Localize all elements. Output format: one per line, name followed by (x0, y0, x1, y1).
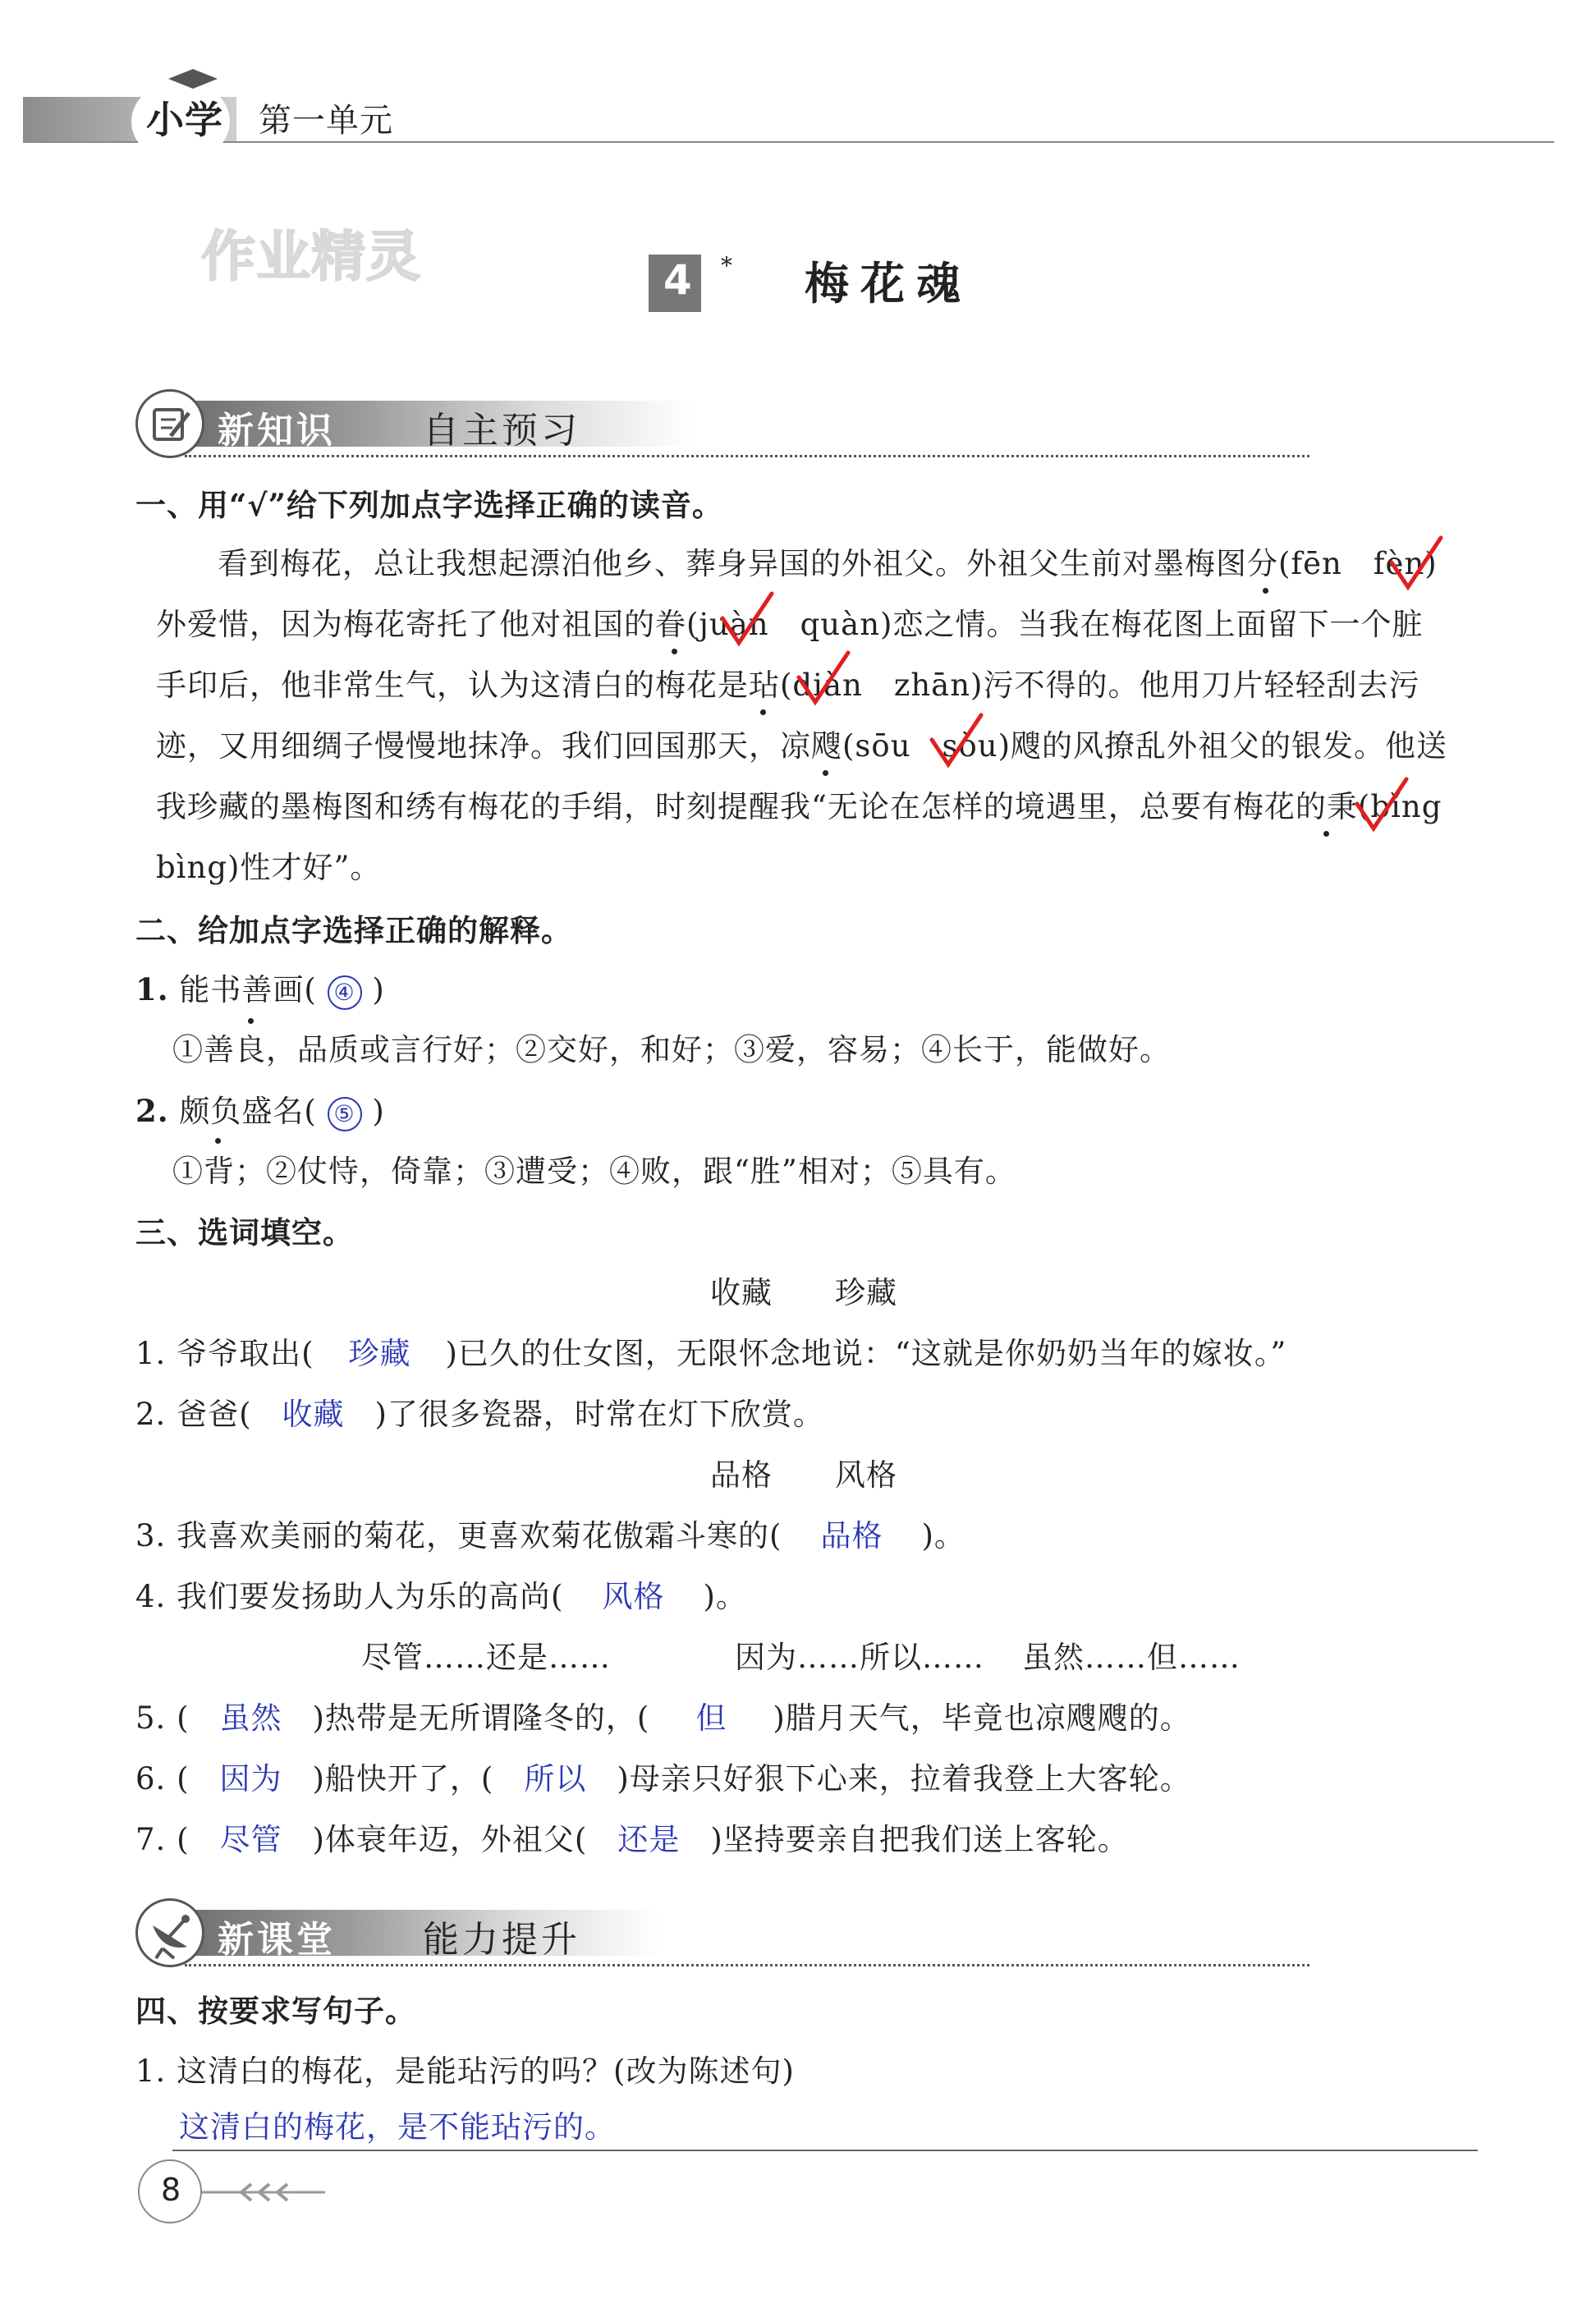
answer-circle: ④ (328, 975, 362, 1010)
q3-words1: 收藏 珍藏 (710, 1275, 897, 1310)
q3-s1: 1. 爷爷取出( 珍藏 )已久的仕女图，无限怀念地说：“这就是你奶奶当年的嫁妆。” (135, 1335, 1286, 1373)
q1-line3: 手印后，他非常生气，认为这清白的梅花是玷(diàn zhān)污不得的。他用刀片轻轻刮去污 (156, 668, 1420, 703)
q4-s1: 1. 这清白的梅花，是能玷污的吗？(改为陈述句) (135, 2053, 795, 2089)
emphasis-dot (672, 649, 677, 654)
checkmark-icon (1387, 534, 1445, 591)
emphasis-dot (760, 709, 766, 715)
footer-arrow-icon (202, 2177, 333, 2210)
satellite-dish-icon (135, 1898, 204, 1967)
q3-words2: 品格 风格 (710, 1457, 897, 1493)
checkmark-icon (928, 711, 985, 769)
q3-s3: 3. 我喜欢美丽的菊花，更喜欢菊花傲霜斗寒的( 品格 )。 (135, 1517, 965, 1555)
q3-words3b: 因为……所以…… (735, 1640, 984, 1675)
answer-circle: ⑤ (328, 1097, 362, 1131)
page-number: 8 (161, 2172, 182, 2208)
q3-s7: 7. ( 尽管 )体衰年迈，外祖父( 还是 )坚持要亲自把我们送上客轮。 (135, 1821, 1129, 1859)
q3-s4: 4. 我们要发扬助人为乐的高尚( 风格 )。 (135, 1578, 747, 1616)
checkmark-icon (718, 590, 776, 647)
q2-title: 二、给加点字选择正确的解释。 (135, 912, 572, 948)
q1-title: 一、用“√”给下列加点字选择正确的读音。 (135, 487, 723, 523)
q4-s1-answer: 这清白的梅花，是不能玷污的。 (179, 2109, 616, 2145)
q1-line6: bìng)性才好”。 (156, 850, 382, 885)
answer-text: 珍藏 (348, 1336, 411, 1371)
answer-text: 但 (695, 1700, 727, 1736)
q1-line5: 我珍藏的墨梅图和绣有梅花的手绢，时刻提醒我“无论在怎样的境遇里，总要有梅花的秉(bǐng (156, 789, 1442, 824)
section1-label-a: 新知识 (218, 410, 336, 452)
graduation-cap-icon (168, 69, 218, 89)
header-bar (23, 97, 1554, 143)
answer-text: 还是 (617, 1822, 681, 1857)
emphasis-dot (1263, 588, 1268, 594)
q3-s6: 6. ( 因为 )船快开了，( 所以 )母亲只好狠下心来，拉着我登上大客轮。 (135, 1760, 1191, 1798)
emphasis-dot (215, 1138, 221, 1144)
answer-text: 品格 (820, 1518, 883, 1553)
q3-s5: 5. ( 虽然 )热带是无所谓隆冬的，( 但 )腊月天气，毕竟也凉飕飕的。 (135, 1700, 1191, 1737)
emphasis-dot (823, 770, 828, 776)
logo-text: 小学 (146, 98, 223, 142)
answer-text: 因为 (219, 1761, 282, 1797)
q2-options1: ①善良，品质或言行好；②交好，和好；③爱，容易；④长于，能做好。 (172, 1032, 1171, 1067)
q2-options2: ①背；②仗恃，倚靠；③遭受；④败，跟“胜”相对；⑤具有。 (172, 1154, 1016, 1189)
emphasis-dot (248, 1018, 254, 1024)
answer-text: 收藏 (282, 1397, 345, 1432)
answer-text: 风格 (602, 1579, 665, 1614)
pencil-note-icon (135, 389, 204, 458)
q4-title: 四、按要求写句子。 (135, 1993, 416, 2029)
answer-text: 尽管 (219, 1822, 282, 1857)
answer-line (172, 2150, 1478, 2151)
checkmark-icon (795, 649, 852, 706)
section-banner-ability (135, 1898, 1309, 1967)
section2-label-a: 新课堂 (218, 1919, 336, 1961)
checkmark-icon (1353, 775, 1410, 833)
q2-item2: 2. 颇负盛名( ⑤ ) (135, 1092, 385, 1131)
section-banner-preview (135, 389, 1309, 458)
answer-text: 所以 (524, 1761, 587, 1797)
q1-line2: 外爱惜，因为梅花寄托了他对祖国的眷(juàn quàn)恋之情。当我在梅花图上面留下一个脏 (156, 607, 1424, 642)
q1-line1: 看到梅花，总让我想起漂泊他乡、葬身异国的外祖父。外祖父生前对墨梅图分(fēn fèn) (218, 546, 1438, 581)
unit-title: 第一单元 (259, 102, 393, 140)
lesson-star: * (721, 252, 733, 279)
watermark: 作业精灵 (201, 225, 421, 288)
q3-words3a: 尽管……还是…… (361, 1640, 611, 1675)
lesson-number: 4 (663, 256, 693, 304)
lesson-title: 梅花魂 (805, 257, 972, 310)
section2-label-b: 能力提升 (423, 1919, 580, 1961)
q1-line4: 迹，又用细绸子慢慢地抹净。我们回国那天，凉飕(sōu sòu)飕的风撩乱外祖父的银发。他送 (156, 728, 1448, 764)
q3-words3c: 虽然……但…… (1022, 1640, 1241, 1675)
emphasis-dot (1323, 831, 1329, 837)
answer-text: 虽然 (219, 1700, 282, 1736)
q3-s2: 2. 爸爸( 收藏 )了很多瓷器，时常在灯下欣赏。 (135, 1396, 824, 1434)
section1-label-b: 自主预习 (423, 410, 580, 452)
q2-item1: 1. 能书善画( ④ ) (135, 971, 385, 1010)
q3-title: 三、选词填空。 (135, 1214, 354, 1250)
